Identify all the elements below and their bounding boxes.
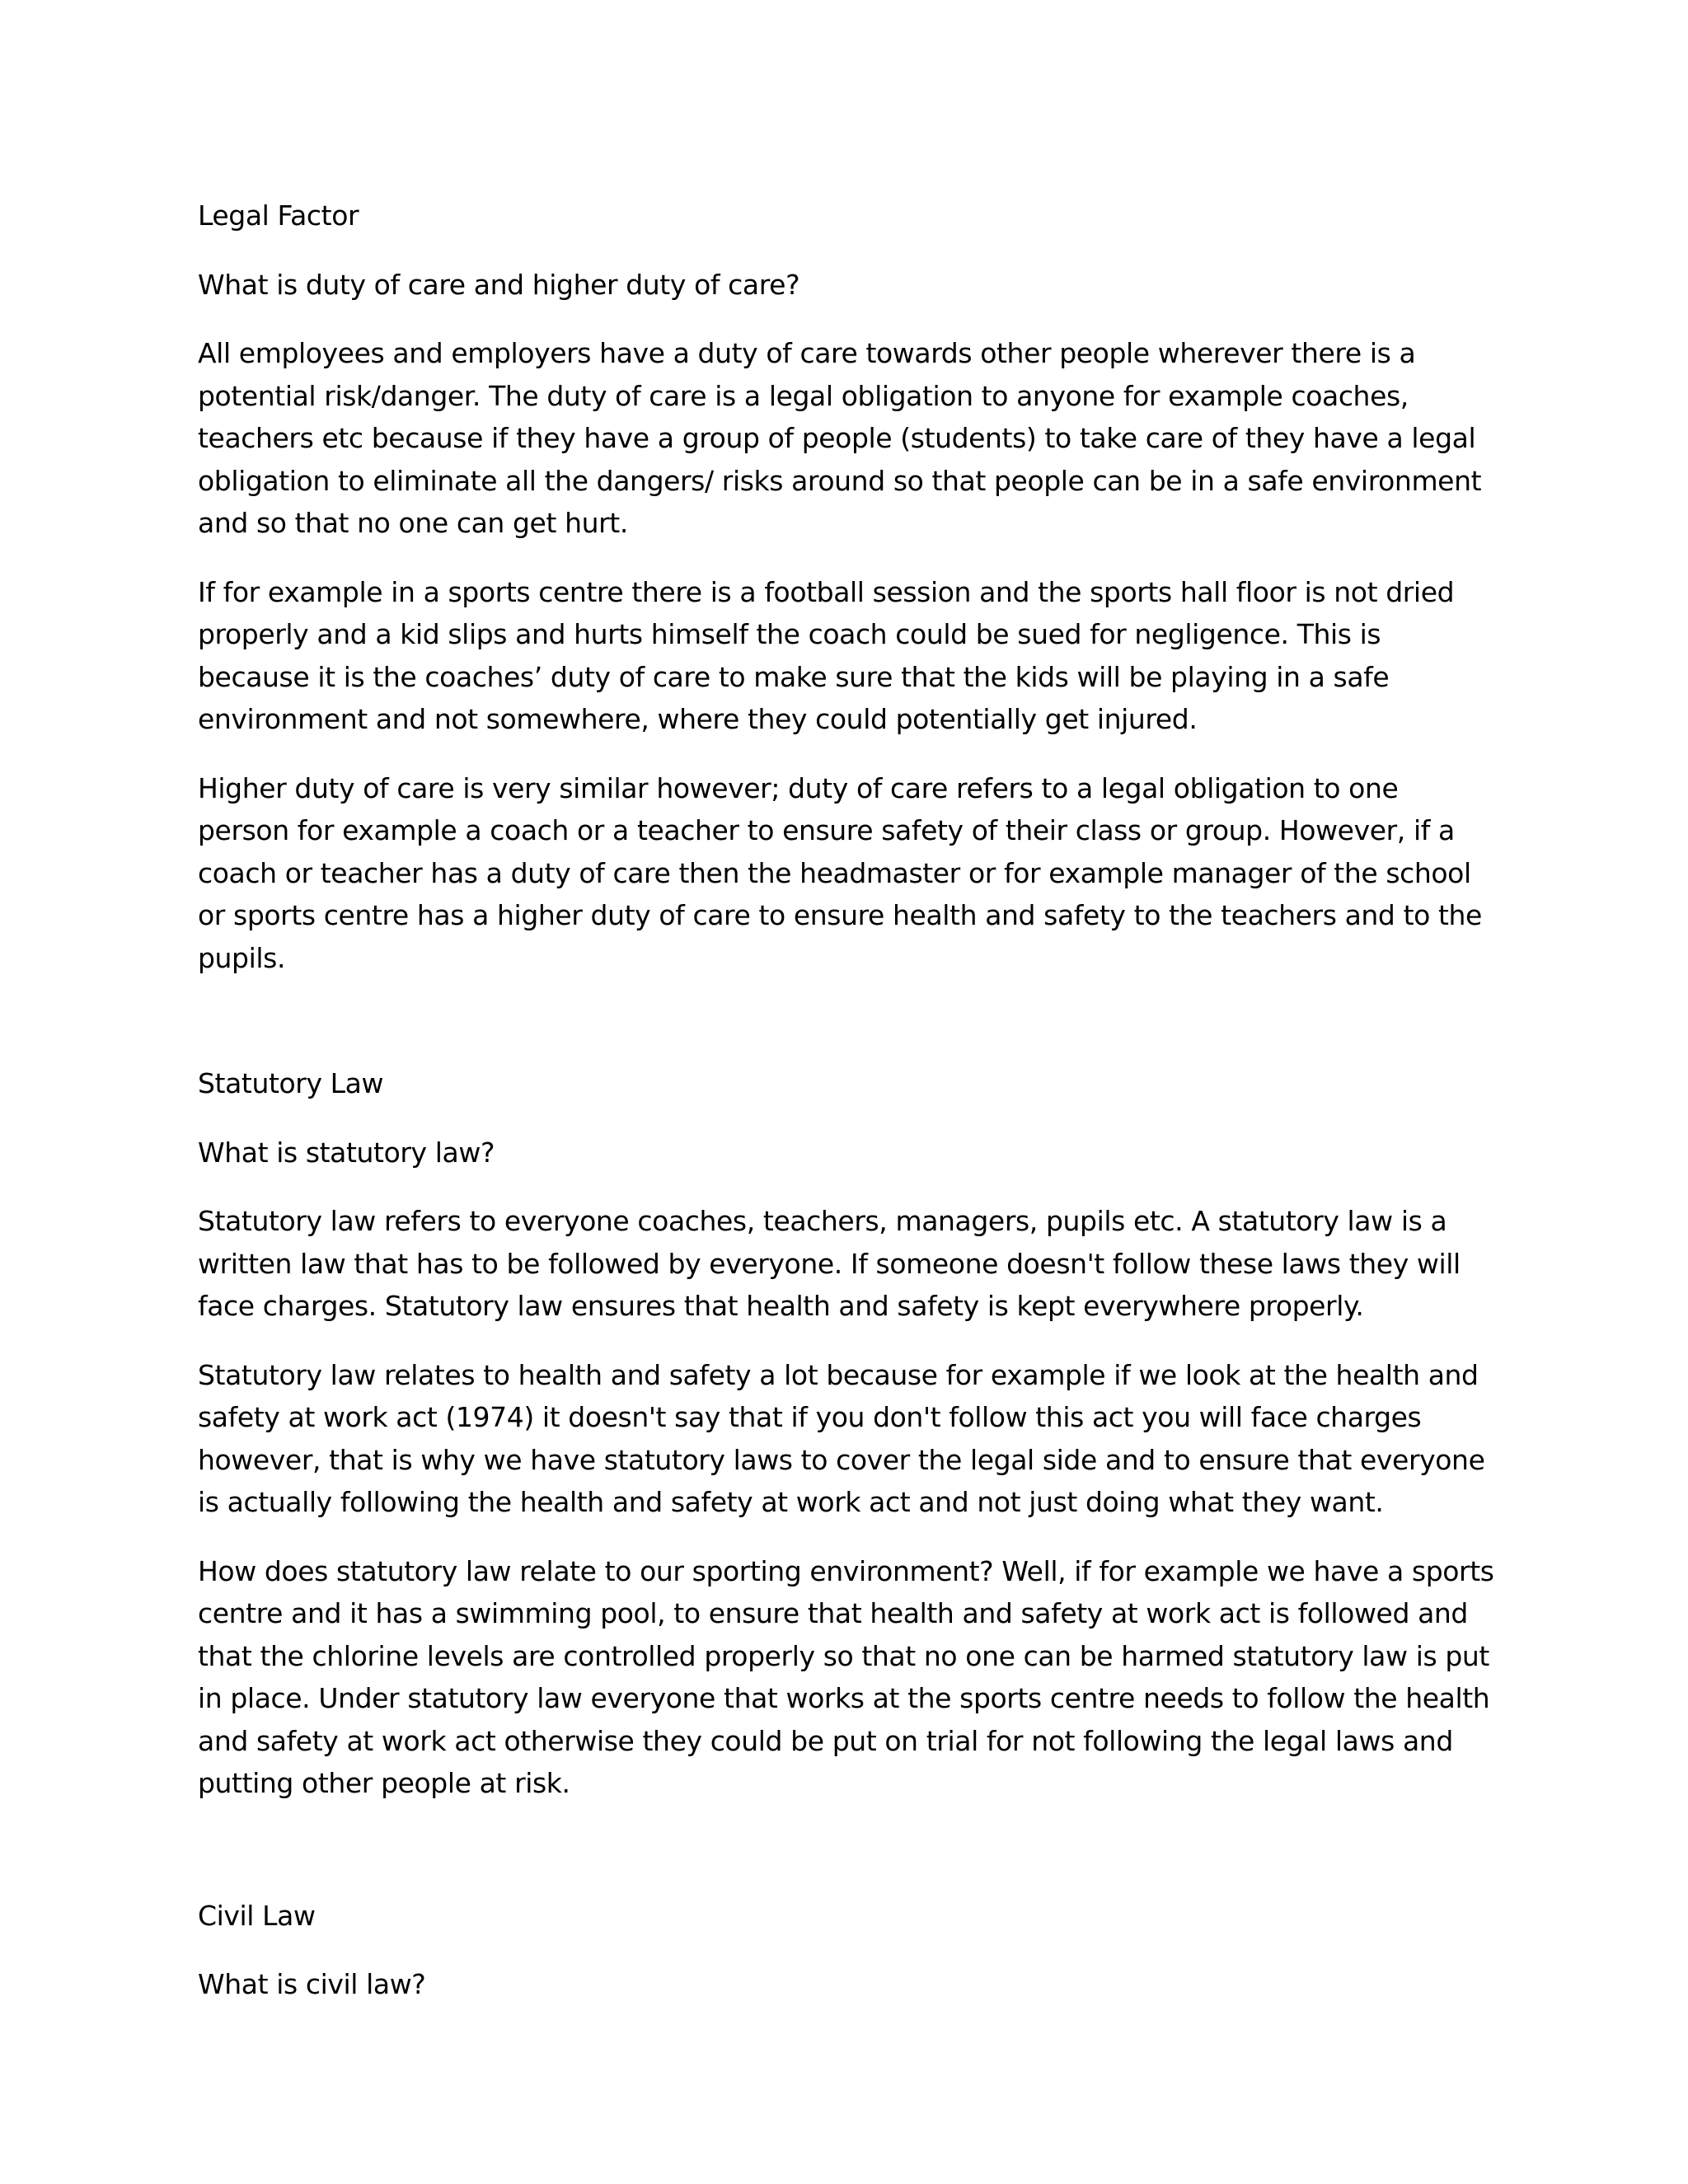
document-body bbox=[198, 194, 1496, 2032]
paragraph: Statutory law refers to everyone coaches, teachers, managers, pupils etc. A statutory law is a written law that has to be followed by everyone. If someone doesn't follow these laws they will face charges. Statutory law ensures that health and safety is kept everywhere properly. bbox=[198, 1205, 1461, 1322]
paragraph: If for example in a sports centre there is a football session and the sports hall floor is not dried properly and a kid slips and hurts himself the coach could be sued for negligence. This is because it is the coaches’ duty of care to make sure that the kids will be playing in a safe environment and not somewhere, where they could potentially get injured. bbox=[198, 575, 1455, 735]
section-heading-legal-factor: Legal Factor bbox=[198, 199, 359, 232]
section-heading-civil-law: Civil Law bbox=[198, 1899, 316, 1932]
paragraph: Statutory law relates to health and safety a lot because for example if we look at the health and safety at work act (1974) it doesn't say that if you don't follow this act you will face charges however, that is why we have statutory laws to cover the legal side and to ensure that everyone is actually following the health and safety at work act and not just doing what they want. bbox=[198, 1358, 1485, 1518]
paragraph: How does statutory law relate to our sporting environment? Well, if for example we have a sports centre and it has a swimming pool, to ensure that health and safety at work act is followed and that the chlorine levels are controlled properly so that no one can be harmed statutory law is put in place. Under statutory law everyone that works at the sports centre needs to follow the health and safety at work act otherwise they could be put on trial for not following the legal laws and putting other people at risk. bbox=[198, 1554, 1494, 1799]
section-question-civil-law: What is civil law? bbox=[198, 1968, 426, 2000]
section-question-duty-of-care: What is duty of care and higher duty of care? bbox=[198, 268, 800, 301]
section-heading-statutory-law: Statutory Law bbox=[198, 1067, 384, 1099]
paragraph: All employees and employers have a duty of care towards other people wherever there is a potential risk/danger. The duty of care is a legal obligation to anyone for example coaches, teachers etc because if they have a group of people (students) to take care of they have a legal obligation to eliminate all the dangers/ risks around so that people can be in a safe environment and so that no one can get hurt. bbox=[198, 337, 1482, 539]
spacer bbox=[198, 1005, 1496, 1062]
spacer bbox=[198, 1831, 1496, 1895]
paragraph: Higher duty of care is very similar however; duty of care refers to a legal obligation to one person for example a coach or a teacher to ensure safety of their class or group. However, if a coach or teacher has a duty of care then the headmaster or for example manager of the school or sports centre has a higher duty of care to ensure health and safety to the teachers and to the pupils. bbox=[198, 771, 1482, 974]
section-question-statutory-law: What is statutory law? bbox=[198, 1136, 495, 1169]
